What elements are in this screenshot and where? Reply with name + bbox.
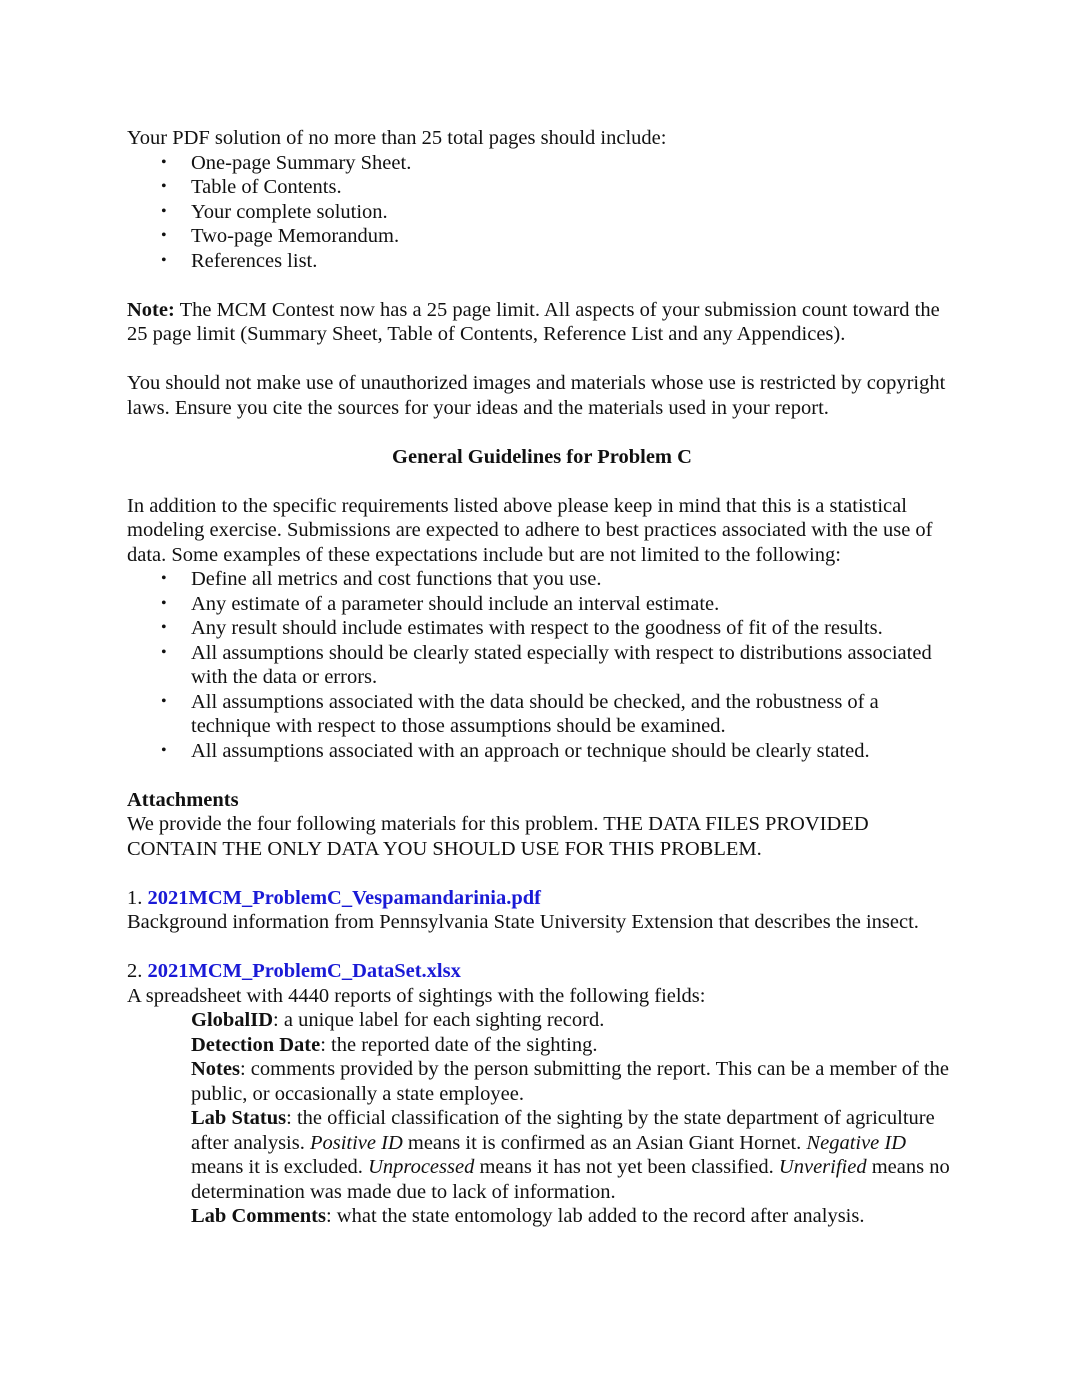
bullet-icon: • xyxy=(161,202,167,220)
attachment-link-dataset[interactable]: 2021MCM_ProblemC_DataSet.xlsx xyxy=(147,960,461,982)
guidelines-heading: General Guidelines for Problem C xyxy=(392,445,692,468)
bullet-icon: • xyxy=(161,227,167,244)
bullet-icon: • xyxy=(161,741,167,759)
guidelines-list xyxy=(127,567,957,763)
document-page xyxy=(127,126,957,1229)
attachments-heading: Attachments xyxy=(127,788,239,811)
bullet-icon: • xyxy=(161,594,167,612)
list-item: • Define all metrics and cost functions that you use. xyxy=(161,568,602,590)
bullet-icon: • xyxy=(161,178,167,195)
bullet-icon: • xyxy=(161,643,167,661)
attachment-description-2: A spreadsheet with 4440 reports of sightings with the following fields: xyxy=(127,984,706,1007)
attachments-lead: We provide the four following materials for this problem. THE DATA FILES PROVIDED CONTAIN THE ONLY DATA YOU SHOULD USE FOR THIS PROBLEM. xyxy=(127,813,869,860)
dataset-fields xyxy=(127,1008,957,1229)
list-item: • Any result should include estimates with respect to the goodness of fit of the results. xyxy=(161,617,883,639)
intro-list xyxy=(127,151,957,274)
bullet-icon: • xyxy=(161,692,167,710)
bullet-icon: • xyxy=(161,619,167,636)
field-detection-date: Detection Date: the reported date of the sighting. xyxy=(191,1033,598,1056)
list-item: • All assumptions associated with the data should be checked, and the robustness of a technique with respect to those assumptions should be examined. xyxy=(161,690,879,737)
field-lab-status: Lab Status: the official classification of the sighting by the state department of agriculture after analysis. Positive ID means it is confirmed as an Asian Giant Hornet. Negative ID means it is excluded. Unprocessed means it has not yet been classified. Unverified means no determination was made due to lack of information. xyxy=(191,1107,950,1203)
list-item: • Any estimate of a parameter should include an interval estimate. xyxy=(161,592,720,615)
bullet-icon: • xyxy=(161,570,167,587)
bullet-icon: • xyxy=(161,251,167,269)
list-item: • All assumptions associated with an approach or technique should be clearly stated. xyxy=(161,739,870,762)
field-notes: Notes: comments provided by the person submitting the report. This can be a member of the public, or occasionally a state employee. xyxy=(191,1058,949,1105)
field-lab-comments: Lab Comments: what the state entomology lab added to the record after analysis. xyxy=(191,1205,865,1227)
attachment-description-1: Background information from Pennsylvania State University Extension that describes the insect. xyxy=(127,911,919,933)
copyright-paragraph: You should not make use of unauthorized images and materials whose use is restricted by copyright laws. Ensure you cite the sources for your ideas and the materials used in your report. xyxy=(127,372,946,419)
list-item: • Two-page Memorandum. xyxy=(161,225,400,247)
attachment-item-2: 2. 2021MCM_ProblemC_DataSet.xlsx xyxy=(127,960,461,982)
list-item: • One-page Summary Sheet. xyxy=(161,151,412,174)
note-label: Note: xyxy=(127,298,175,321)
list-item: • Your complete solution. xyxy=(161,200,388,223)
list-item: • All assumptions should be clearly stated especially with respect to distributions associated with the data or errors. xyxy=(161,641,932,688)
note-paragraph: Note: The MCM Contest now has a 25 page limit. All aspects of your submission count toward the 25 page limit (Summary Sheet, Table of Contents, Reference List and any Appendices). xyxy=(127,298,940,345)
guidelines-lead: In addition to the specific requirements listed above please keep in mind that this is a statistical modeling exercise. Submissions are expected to adhere to best practices associated with the use of data. Some examples of these expectations include but are not limited to the following: xyxy=(127,494,933,566)
attachment-item-1: 1. 2021MCM_ProblemC_Vespamandarinia.pdf xyxy=(127,886,542,909)
list-item: • Table of Contents. xyxy=(161,176,342,198)
field-globalid: GlobalID: a unique label for each sighting record. xyxy=(191,1009,605,1031)
list-item: • References list. xyxy=(161,249,318,272)
attachment-link-vespamandarinia[interactable]: 2021MCM_ProblemC_Vespamandarinia.pdf xyxy=(147,886,542,909)
bullet-icon: • xyxy=(161,153,167,171)
intro-lead: Your PDF solution of no more than 25 total pages should include: xyxy=(127,127,667,149)
